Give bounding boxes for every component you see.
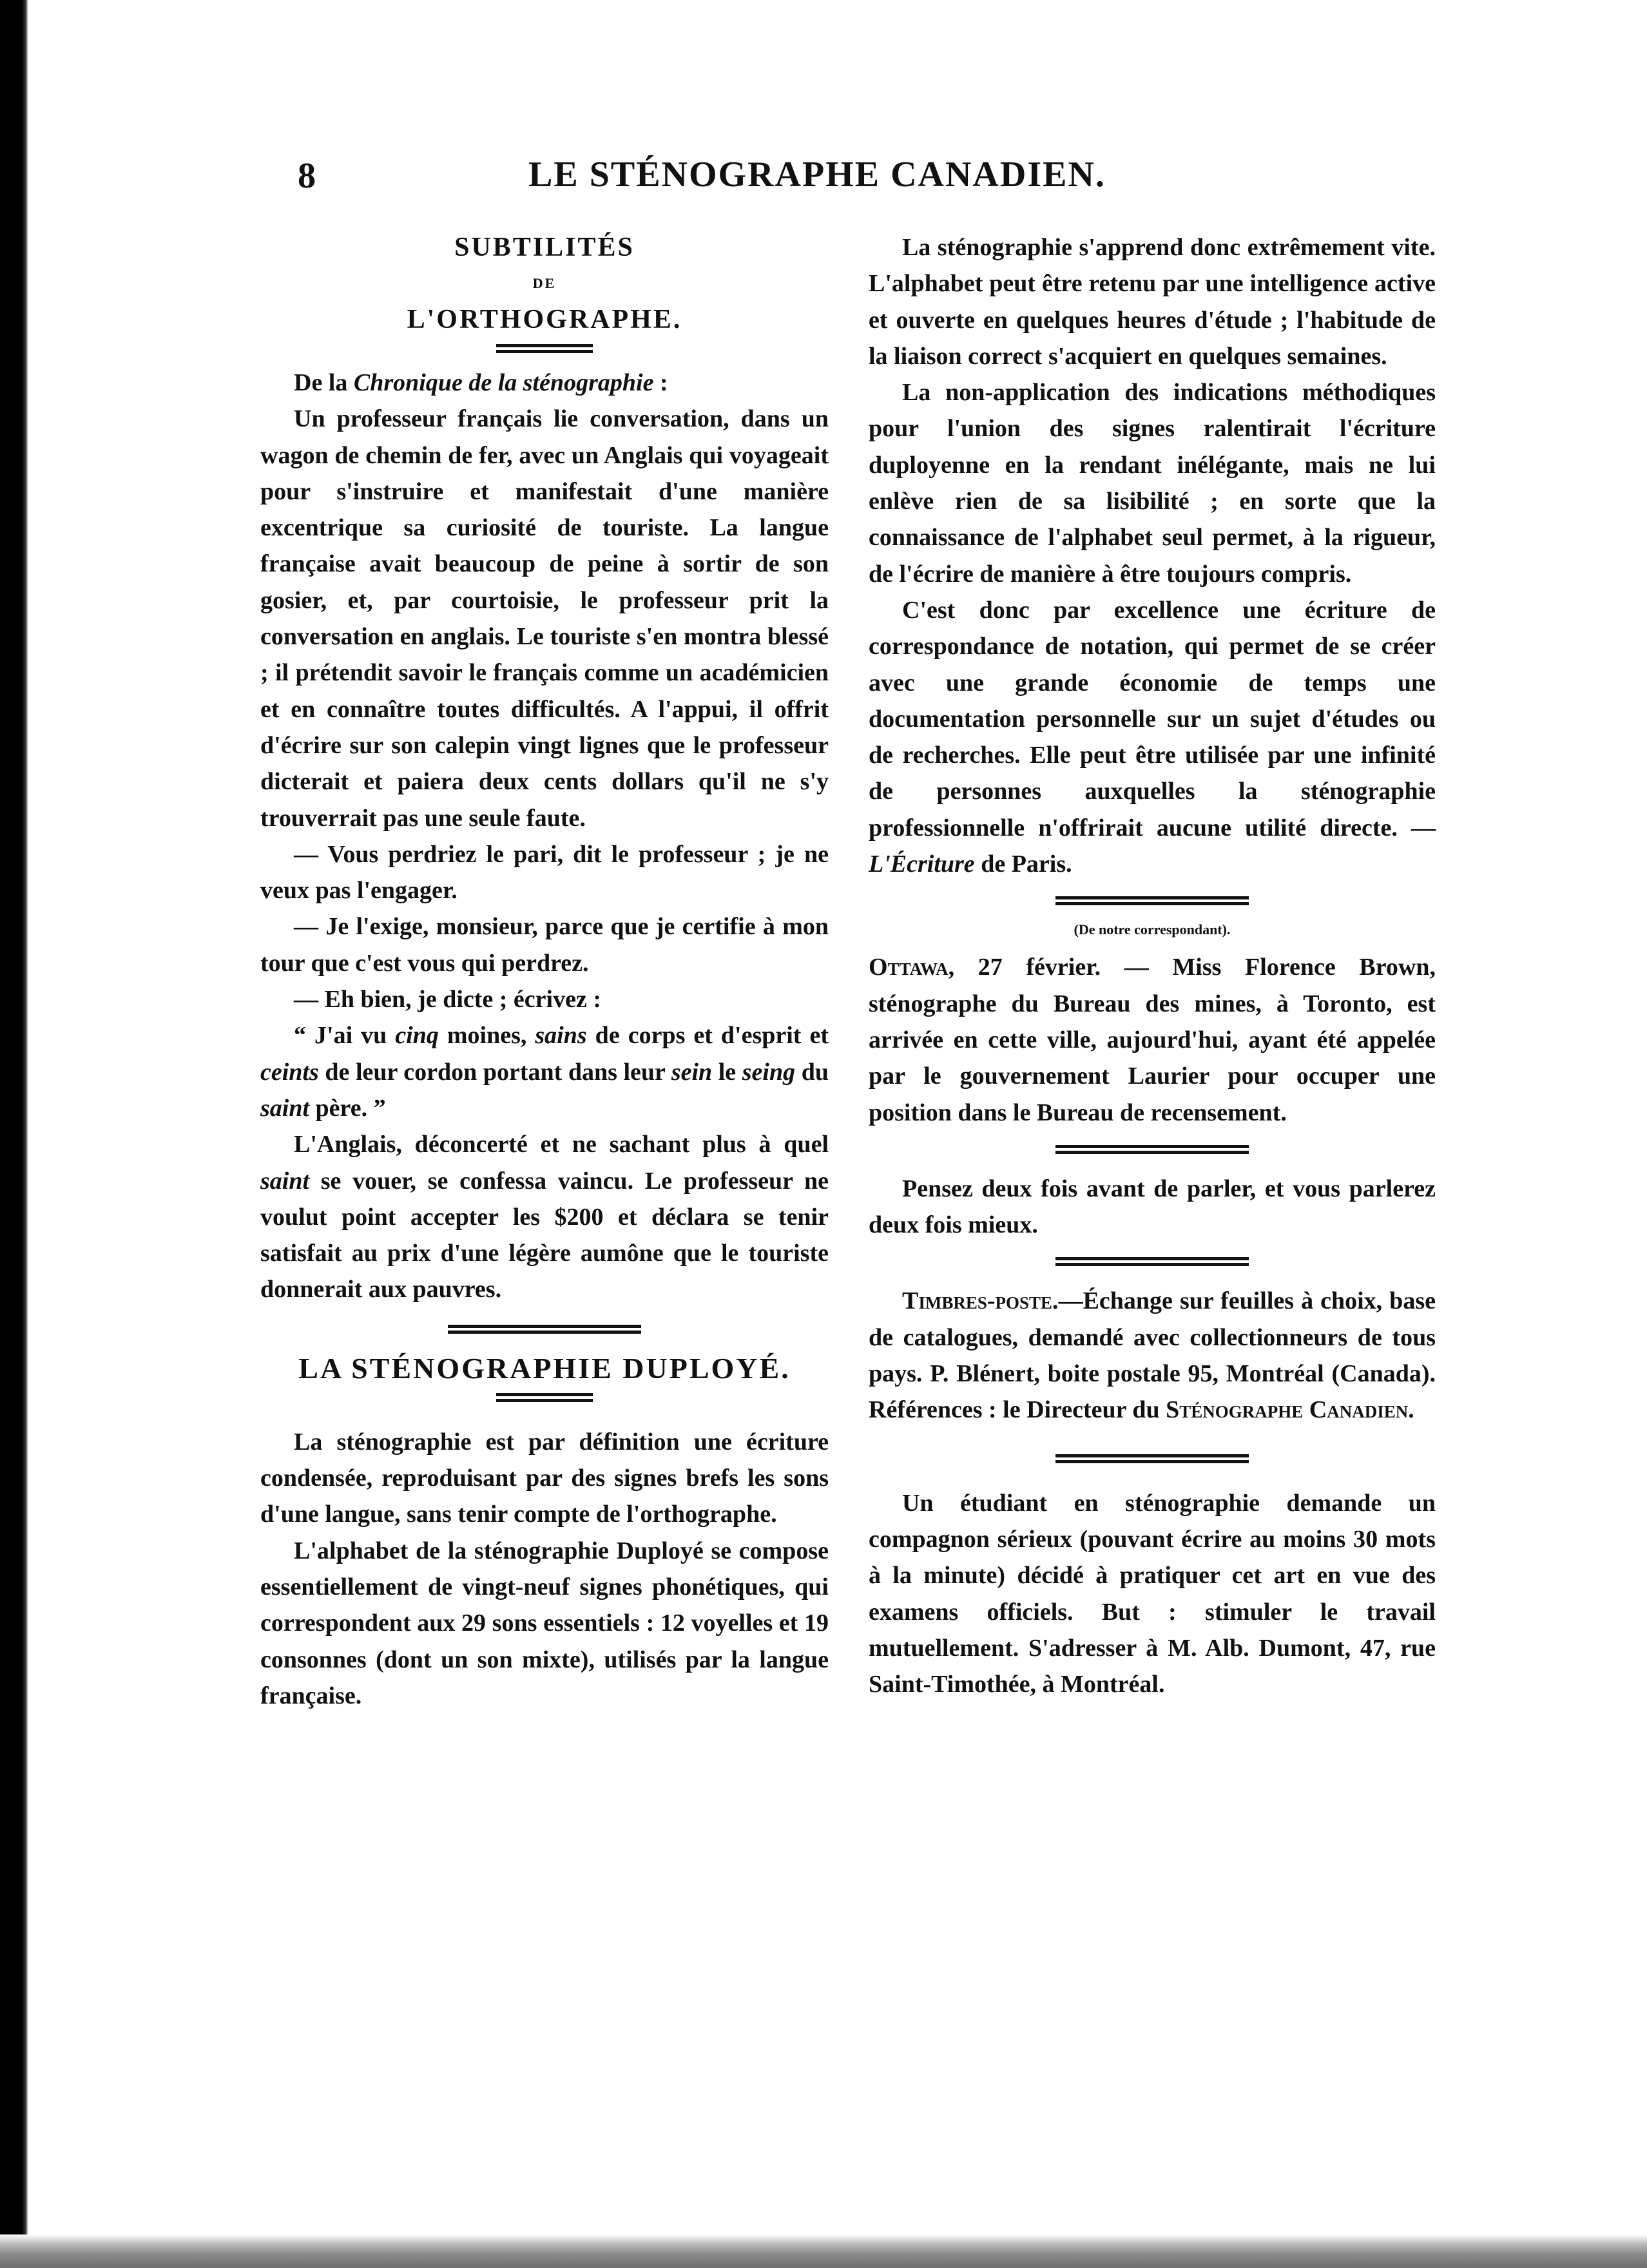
separator-rule — [496, 344, 593, 353]
paragraph: — Vous perdriez le pari, dit le professeur ; je ne veux pas l'engager. — [260, 840, 829, 905]
paragraph: La sténographie s'apprend donc extrêmement vite. L'alphabet peut être retenu par une intelligence active et ouverte en quelques heures d'étude ; l'habitude de la liaison correct s'acquiert en quelques semaines. — [869, 234, 1436, 370]
article-title-line1: SUBTILITÉS — [454, 233, 635, 262]
running-title: LE STÉNOGRAPHE CANADIEN. — [528, 155, 1106, 195]
separator-rule — [496, 1393, 593, 1402]
correspondent-note: (De notre correspondant). — [1074, 921, 1231, 938]
paragraph: — Je l'exige, monsieur, parce que je certifie à mon tour que c'est vous qui perdrez. — [260, 913, 829, 977]
article-title-line3: L'ORTHOGRAPHE. — [407, 305, 682, 334]
left-column — [260, 229, 829, 1714]
separator-rule — [1055, 1454, 1249, 1463]
separator-rule — [448, 1325, 641, 1334]
paragraph: La sténographie est par définition une écriture condensée, reproduisant par des signes brefs les sons d'une langue, sans tenir compte de l'orthographe. — [260, 1428, 829, 1528]
separator-rule — [1055, 896, 1249, 905]
maxim: Pensez deux fois avant de parler, et vous parlerez deux fois mieux. — [869, 1175, 1436, 1239]
source-line: De la Chronique de la sténographie : — [294, 369, 668, 396]
page-number: 8 — [298, 156, 316, 196]
paragraph: La non-application des indications méthodiques pour l'union des signes ralentirait l'écriture duployenne en la rendant inélégante, mais ne lui enlève rien de sa lisibilité ; en sorte que la connaissance de l'alphabet seul permet, à la rigueur, de l'écrire de manière à être toujours compris. — [869, 379, 1436, 588]
paragraph: L'alphabet de la sténographie Duployé se compose essentiellement de vingt-neuf signes phonétiques, qui correspondent aux 29 sons essentiels : 12 voyelles et 19 consonnes (dont un son mixte), utilisés par la langue française. — [260, 1537, 829, 1709]
scan-bottom-edge — [0, 2234, 1647, 2268]
paragraph: L'Anglais, déconcerté et ne sachant plus à quel saint se vouer, se confessa vaincu. Le professeur ne voulut point accepter les $200 et déclara se tenir satisfait au prix d'une légère aumône que le touriste donnerait aux pauvres. — [260, 1131, 829, 1303]
dictation-quote: “ J'ai vu cinq moines, sains de corps et d'esprit et ceints de leur cordon portant dans leur sein le seing du saint père. ” — [260, 1022, 829, 1122]
separator-rule — [1055, 1145, 1249, 1154]
right-column — [869, 229, 1436, 1702]
separator-rule — [1055, 1257, 1249, 1266]
article-title-line2: DE — [532, 275, 557, 291]
classified-ad: Timbres-poste.—Échange sur feuilles à choix, base de catalogues, demandé avec collectionneurs de tous pays. P. Blénert, boite postale 95, Montréal (Canada). Références : le Directeur du Sténographe Canadien. — [869, 1287, 1436, 1424]
news-item: Ottawa, 27 février. — Miss Florence Brown, sténographe du Bureau des mines, à Toronto, est arrivée en cette ville, aujourd'hui, ayant été appelée par le gouvernement Laurier pour occuper une position dans le Bureau de recensement. — [869, 954, 1436, 1126]
classified-ad: Un étudiant en sténographie demande un compagnon sérieux (pouvant écrire au moins 30 mots à la minute) décidé à pratiquer cet art en vue des examens officiels. But : stimuler le travail mutuellement. S'adresser à M. Alb. Dumont, 47, rue Saint-Timothée, à Montréal. — [869, 1489, 1436, 1698]
section-heading: LA STÉNOGRAPHIE DUPLOYÉ. — [298, 1351, 791, 1385]
paragraph: Un professeur français lie conversation, dans un wagon de chemin de fer, avec un Anglais qui voyageait pour s'instruire et manifestait d'une manière excentrique sa curiosité de touriste. La langue française avait beaucoup de peine à sortir de son gosier, et, par courtoisie, le professeur prit la conversation en anglais. Le touriste s'en montra blessé ; il prétendit savoir le français comme un académicien et en connaître toutes difficultés. A l'appui, il offrit d'écrire sur son calepin vingt lignes que le professeur dicterait et paiera deux cents dollars qu'il ne s'y trouverrait pas une seule faute. — [260, 405, 829, 832]
paragraph: C'est donc par excellence une écriture de correspondance de notation, qui permet de se créer avec une grande économie de temps une documentation personnelle sur un sujet d'études ou de recherches. Elle peut être utilisée par une infinité de personnes auxquelles la sténographie professionnelle n'offrirait aucune utilité directe. — L'Écriture de Paris. — [869, 596, 1436, 878]
paragraph: — Eh bien, je dicte ; écrivez : — [294, 986, 601, 1014]
scan-left-edge — [0, 0, 28, 2268]
